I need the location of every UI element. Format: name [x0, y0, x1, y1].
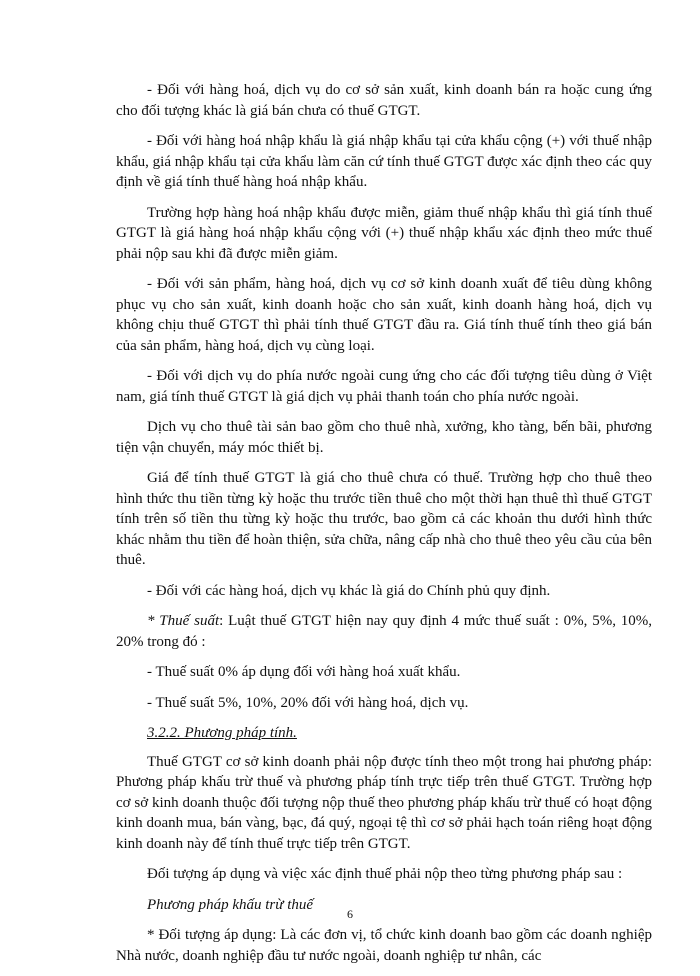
last-paragraph: * Đối tượng áp dụng: Là các đơn vị, tổ chức kinh doanh bao gồm các doanh nghiệp Nhà nước, doanh nghiệp đầu tư nước ngoài, doanh nghiệp tư nhân, các [116, 927, 652, 964]
tax-rate-paragraph [116, 611, 652, 652]
paragraph: - Đối với hàng hoá nhập khẩu là giá nhập khẩu tại cửa khẩu cộng (+) với thuế nhập khẩu, giá nhập khẩu tại cửa khẩu làm căn cứ tính thuế GTGT được xác định theo các quy định về giá tính thuế hàng hoá nhập khẩu. [116, 133, 652, 190]
page-number: 6 [347, 907, 353, 921]
section-heading: 3.2.2. Phương pháp tính. [147, 725, 297, 741]
rate-item: - Thuế suất 0% áp dụng đối với hàng hoá xuất khẩu. [147, 664, 461, 680]
method-paragraph: Đối tượng áp dụng và việc xác định thuế phải nộp theo từng phương pháp sau : [147, 866, 623, 882]
page-body [116, 80, 652, 976]
paragraph: Giá để tính thuế GTGT là giá cho thuê chưa có thuế. Trường hợp cho thuê theo hình thức thu tiền từng kỳ hoặc thu trước tiền thuê cho một thời hạn thuê thì thuế GTGT tính trên số tiền thu từng kỳ hoặc thu trước, bao gồm cả các khoản thu dưới hình thức khác nhằm thu tiền để hoàn thiện, sửa chữa, nâng cấp nhà cho thuê theo yêu cầu của bên thuê. [116, 470, 652, 568]
paragraph: - Đối với sản phẩm, hàng hoá, dịch vụ cơ sở kinh doanh xuất để tiêu dùng không phục vụ cho sản xuất, kinh doanh hoặc cho sản xuất, kinh doanh hàng hoá, dịch vụ không chịu thuế GTGT thì phải tính thuế GTGT đầu ra. Giá tính thuế tính theo giá bán của sản phẩm, hàng hoá, dịch vụ cùng loại. [116, 276, 652, 354]
paragraph: Dịch vụ cho thuê tài sản bao gồm cho thuê nhà, xưởng, kho tàng, bến bãi, phương tiện vận chuyển, máy móc thiết bị. [116, 419, 652, 456]
sub-heading: Phương pháp khấu trừ thuế [147, 896, 314, 913]
paragraph: Trường hợp hàng hoá nhập khẩu được miễn, giảm thuế nhập khẩu thì giá tính thuế GTGT là giá hàng hoá nhập khẩu cộng với (+) thuế nhập khẩu xác định theo mức thuế phải nộp sau khi đã được miễn giảm. [116, 204, 652, 262]
paragraph: - Đối với dịch vụ do phía nước ngoài cung ứng cho các đối tượng tiêu dùng ở Việt nam, giá tính thuế GTGT là giá dịch vụ phải thanh toán cho phía nước ngoài. [116, 368, 652, 405]
tax-rate-text: : Luật thuế GTGT hiện nay quy định 4 mức thuế suất : 0%, 5%, 10%, 20% trong đó : [116, 613, 652, 650]
paragraph: - Đối với các hàng hoá, dịch vụ khác là giá do Chính phủ quy định. [147, 582, 551, 599]
tax-rate-label: * Thuế suất [147, 613, 220, 629]
method-paragraph: Thuế GTGT cơ sở kinh doanh phải nộp được tính theo một trong hai phương pháp: Phương pháp khấu trừ thuế và phương pháp tính trực tiếp trên thuế GTGT. Trường hợp cơ sở kinh doanh thuộc đối tượng nộp thuế theo phương pháp khấu trừ thuế có hoạt động kinh doanh mua, bán vàng, bạc, đá quý, ngoại tệ thì cơ sở phải hạch toán riêng hoạt động kinh doanh này để tính thuế trực tiếp trên GTGT. [116, 753, 652, 852]
rate-item: - Thuế suất 5%, 10%, 20% đối với hàng hoá, dịch vụ. [147, 694, 469, 711]
paragraph: - Đối với hàng hoá, dịch vụ do cơ sở sản xuất, kinh doanh bán ra hoặc cung ứng cho đối tượng khác là giá bán chưa có thuế GTGT. [116, 82, 652, 119]
